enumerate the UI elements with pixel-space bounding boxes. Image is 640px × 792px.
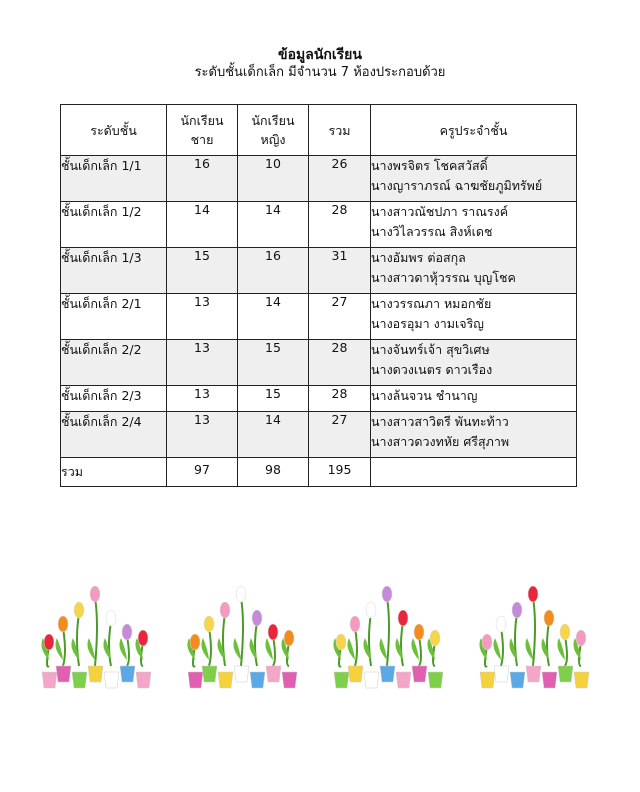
grand-total: 195 xyxy=(309,458,371,487)
page-title: ข้อมูลนักเรียน xyxy=(278,47,362,63)
boys-cell: 16 xyxy=(167,156,238,202)
boys-cell: 13 xyxy=(167,386,238,412)
total-cell: 31 xyxy=(309,248,371,294)
flower-pot xyxy=(334,672,349,688)
flower-pot xyxy=(282,672,297,688)
flower-leaf xyxy=(87,638,95,660)
level-cell: ชั้นเด็กเล็ก 1/2 xyxy=(61,202,167,248)
flower-stem xyxy=(419,636,421,666)
tulip-bloom xyxy=(190,634,200,650)
flower-pot xyxy=(56,666,71,682)
flower-pot xyxy=(348,666,363,682)
teacher-name: นางวิไลวรรณ สิงห์เดช xyxy=(371,224,493,239)
tulip-bloom xyxy=(106,610,116,626)
tulip-bloom xyxy=(284,630,294,646)
tulip-bloom xyxy=(236,586,246,602)
flower-leaf xyxy=(233,638,241,660)
boys-cell: 13 xyxy=(167,294,238,340)
tulip-bloom xyxy=(496,616,506,632)
totals-row xyxy=(61,458,577,487)
total-cell: 27 xyxy=(309,412,371,458)
tulip-bloom xyxy=(366,602,376,618)
teacher-name: นางดวงเนตร ดาวเรือง xyxy=(371,362,493,377)
flower-stem xyxy=(355,628,357,666)
header-line: ชาย xyxy=(190,132,214,147)
level-cell: ชั้นเด็กเล็ก 1/1 xyxy=(61,156,167,202)
tulip-bloom xyxy=(58,616,68,632)
flower-leaf xyxy=(525,638,533,660)
table-row xyxy=(61,386,577,412)
column-header-girls xyxy=(238,105,309,156)
teacher-name: นางล้นจวน ชำนาญ xyxy=(371,388,478,403)
flower-pot xyxy=(88,666,103,682)
tulip-bloom xyxy=(350,616,360,632)
flower-stem xyxy=(241,598,243,666)
table-header-row xyxy=(61,105,577,156)
table-row xyxy=(61,294,577,340)
girls-cell: 14 xyxy=(238,294,309,340)
teacher-name: นางอัมพร ต่อสกุล xyxy=(371,250,466,265)
flower-pot xyxy=(250,672,265,688)
girls-cell: 16 xyxy=(238,248,309,294)
flower-leaf xyxy=(119,638,127,660)
tulip-bloom xyxy=(398,610,408,626)
tulip-bloom xyxy=(512,602,522,618)
flower-pot xyxy=(266,666,281,682)
flower-pot xyxy=(494,666,509,682)
flower-stem xyxy=(209,628,211,666)
level-cell: ชั้นเด็กเล็ก 2/2 xyxy=(61,340,167,386)
teachers-cell xyxy=(371,340,577,386)
totals-label: รวม xyxy=(61,458,167,487)
page-subtitle: ระดับชั้นเด็กเล็ก มีจำนวน 7 ห้องประกอบด้วย xyxy=(194,65,446,80)
boys-cell: 14 xyxy=(167,202,238,248)
teacher-name: นางสาวณัชปภา ราณรงค์ xyxy=(371,204,509,219)
total-cell: 27 xyxy=(309,294,371,340)
flower-stem xyxy=(273,636,275,666)
teacher-name: นางสาวดาหุ้วรรณ บุญโชค xyxy=(371,270,516,285)
flower-pot xyxy=(526,666,541,682)
girls-cell: 14 xyxy=(238,202,309,248)
level-cell: ชั้นเด็กเล็ก 1/3 xyxy=(61,248,167,294)
teacher-name: นางพรจิตร โชคสวัสดิ์ xyxy=(371,158,488,173)
tulip-bloom xyxy=(414,624,424,640)
teachers-cell xyxy=(371,248,577,294)
table-row xyxy=(61,412,577,458)
tulip-bloom xyxy=(90,586,100,602)
tulip-bloom xyxy=(528,586,538,602)
flower-pots-banner-icon xyxy=(30,580,610,695)
flower-leaf xyxy=(379,638,387,660)
level-cell: ชั้นเด็กเล็ก 2/3 xyxy=(61,386,167,412)
flower-leaf xyxy=(347,638,355,660)
boys-cell: 15 xyxy=(167,248,238,294)
teacher-name: นางญาราภรณ์ ฉาฆชัยภูมิทรัพย์ xyxy=(371,178,543,193)
boys-cell: 13 xyxy=(167,340,238,386)
flower-pot xyxy=(558,666,573,682)
tulip-bloom xyxy=(220,602,230,618)
header-line: นักเรียน xyxy=(251,113,295,128)
flower-pot xyxy=(428,672,443,688)
flower-leaf xyxy=(265,638,273,660)
tulip-bloom xyxy=(576,630,586,646)
total-cell: 28 xyxy=(309,386,371,412)
teacher-name: นางจันทร์เจ้า สุขวิเศษ xyxy=(371,342,490,357)
teacher-name: นางอรอุมา งามเจริญ xyxy=(371,316,484,331)
flower-stem xyxy=(565,636,567,666)
table-row xyxy=(61,248,577,294)
flower-leaf xyxy=(411,638,419,660)
table-row xyxy=(61,202,577,248)
flower-pot xyxy=(574,672,589,688)
flower-pot xyxy=(104,672,119,688)
flower-stem xyxy=(501,628,503,666)
flower-leaf xyxy=(201,638,209,660)
flower-stem xyxy=(63,628,65,666)
flower-pot xyxy=(234,666,249,682)
table-row xyxy=(61,156,577,202)
tulip-bloom xyxy=(430,630,440,646)
flower-stem xyxy=(533,598,535,666)
girls-cell: 15 xyxy=(238,386,309,412)
total-cell: 28 xyxy=(309,340,371,386)
flower-pot xyxy=(202,666,217,682)
girls-cell: 14 xyxy=(238,412,309,458)
tulip-bloom xyxy=(204,616,214,632)
flower-pot xyxy=(42,672,57,688)
tulip-bloom xyxy=(560,624,570,640)
boys-cell: 13 xyxy=(167,412,238,458)
flower-stem xyxy=(95,598,97,666)
teachers-cell xyxy=(371,202,577,248)
table-row xyxy=(61,340,577,386)
total-cell: 28 xyxy=(309,202,371,248)
tulip-bloom xyxy=(122,624,132,640)
flower-pot xyxy=(136,672,151,688)
header-line: หญิง xyxy=(260,132,286,147)
flower-pot xyxy=(412,666,427,682)
tulip-bloom xyxy=(74,602,84,618)
totals-teachers xyxy=(371,458,577,487)
column-header-level: ระดับชั้น xyxy=(61,105,167,156)
column-header-teachers: ครูประจำชั้น xyxy=(371,105,577,156)
tulip-bloom xyxy=(382,586,392,602)
flower-pot xyxy=(380,666,395,682)
header-line: นักเรียน xyxy=(180,113,224,128)
teacher-name: นางสาวดวงทหัย ศรีสุภาพ xyxy=(371,434,510,449)
flower-pot xyxy=(364,672,379,688)
flower-leaf xyxy=(557,638,565,660)
total-boys: 97 xyxy=(167,458,238,487)
tulip-bloom xyxy=(268,624,278,640)
column-header-boys xyxy=(167,105,238,156)
total-girls: 98 xyxy=(238,458,309,487)
level-cell: ชั้นเด็กเล็ก 2/4 xyxy=(61,412,167,458)
flower-stem xyxy=(387,598,389,666)
tulip-bloom xyxy=(482,634,492,650)
teachers-cell xyxy=(371,156,577,202)
flower-pot xyxy=(72,672,87,688)
total-cell: 26 xyxy=(309,156,371,202)
tulip-bloom xyxy=(138,630,148,646)
teacher-name: นางวรรณภา หมอกชัย xyxy=(371,296,492,311)
tulip-bloom xyxy=(252,610,262,626)
tulip-bloom xyxy=(336,634,346,650)
flower-pot xyxy=(480,672,495,688)
flower-pot xyxy=(188,672,203,688)
girls-cell: 10 xyxy=(238,156,309,202)
tulip-bloom xyxy=(44,634,54,650)
flower-pot xyxy=(218,672,233,688)
flower-leaf xyxy=(493,638,501,660)
teacher-name: นางสาวสาวิตรี พันทะท้าว xyxy=(371,414,509,429)
flower-stem xyxy=(127,636,129,666)
student-table xyxy=(60,104,577,487)
teachers-cell xyxy=(371,386,577,412)
flower-pot xyxy=(510,672,525,688)
flower-pot xyxy=(542,672,557,688)
girls-cell: 15 xyxy=(238,340,309,386)
level-cell: ชั้นเด็กเล็ก 2/1 xyxy=(61,294,167,340)
tulip-bloom xyxy=(544,610,554,626)
flower-pot xyxy=(396,672,411,688)
teachers-cell xyxy=(371,412,577,458)
flower-leaf xyxy=(55,638,63,660)
flower-pot xyxy=(120,666,135,682)
column-header-total: รวม xyxy=(309,105,371,156)
teachers-cell xyxy=(371,294,577,340)
